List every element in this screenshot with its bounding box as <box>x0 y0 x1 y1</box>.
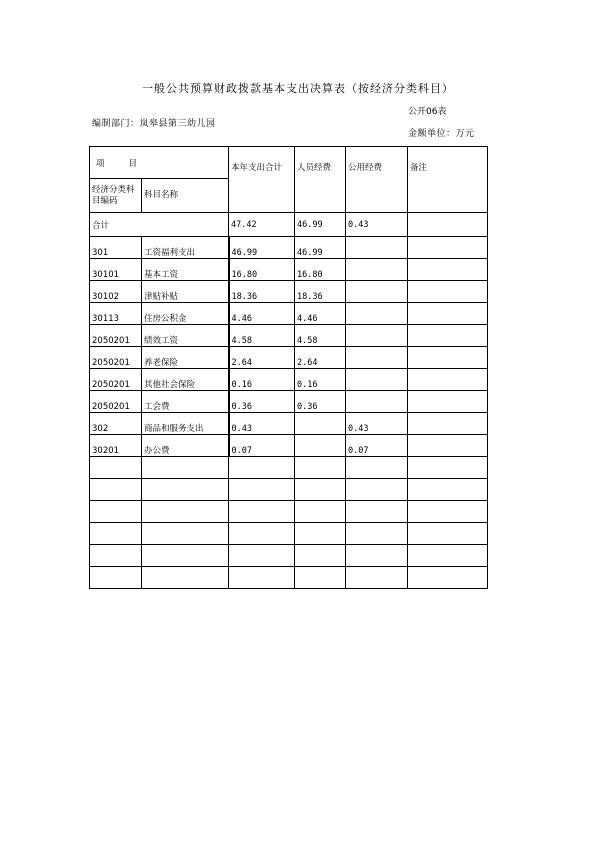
table-row <box>90 259 488 281</box>
row-personnel: 2.64 <box>295 347 346 369</box>
empty-row <box>90 567 488 589</box>
empty-cell <box>346 457 408 479</box>
empty-row <box>90 545 488 567</box>
empty-cell <box>408 501 488 523</box>
table-row <box>90 413 488 435</box>
item-header-char-1: 项 <box>96 158 105 169</box>
empty-cell <box>408 567 488 589</box>
empty-cell <box>346 567 408 589</box>
row-personnel: 16.80 <box>295 259 346 281</box>
empty-cell <box>142 567 229 589</box>
row-personnel: 4.46 <box>295 303 346 325</box>
row-remark <box>408 325 488 347</box>
row-personnel: 4.58 <box>295 325 346 347</box>
empty-cell <box>346 545 408 567</box>
table-row <box>90 237 488 259</box>
empty-row <box>90 501 488 523</box>
row-public: 0.43 <box>346 413 408 435</box>
row-total: 16.80 <box>229 259 295 281</box>
row-code: 2050201 <box>90 325 142 347</box>
row-remark <box>408 303 488 325</box>
row-code: 2050201 <box>90 369 142 391</box>
row-name: 商品和服务支出 <box>142 413 229 435</box>
row-name: 办公费 <box>142 435 229 457</box>
empty-cell <box>229 457 295 479</box>
row-total: 0.43 <box>229 413 295 435</box>
empty-cell <box>90 567 142 589</box>
empty-cell <box>142 479 229 501</box>
empty-cell <box>408 479 488 501</box>
expenditure-table <box>89 146 488 589</box>
row-personnel: 0.36 <box>295 391 346 413</box>
sum-public: 0.43 <box>346 213 408 237</box>
row-remark <box>408 347 488 369</box>
row-personnel <box>295 435 346 457</box>
row-remark <box>408 369 488 391</box>
row-code: 30113 <box>90 303 142 325</box>
row-personnel: 0.16 <box>295 369 346 391</box>
empty-cell <box>295 479 346 501</box>
compiling-department: 编制部门：岚皋县第三幼儿园 <box>92 119 216 129</box>
empty-cell <box>295 501 346 523</box>
row-total: 0.07 <box>229 435 295 457</box>
row-remark <box>408 259 488 281</box>
empty-cell <box>229 567 295 589</box>
row-remark <box>408 237 488 259</box>
public-header: 公用经费 <box>346 147 408 213</box>
row-public: 0.07 <box>346 435 408 457</box>
row-total: 4.46 <box>229 303 295 325</box>
table-row <box>90 347 488 369</box>
row-name: 津贴补贴 <box>142 281 229 303</box>
table-row <box>90 391 488 413</box>
row-remark <box>408 435 488 457</box>
header-row-1 <box>90 147 488 179</box>
empty-cell <box>229 501 295 523</box>
empty-row <box>90 457 488 479</box>
row-public <box>346 369 408 391</box>
empty-cell <box>142 457 229 479</box>
row-name: 住房公积金 <box>142 303 229 325</box>
code-header: 经济分类科目编码 <box>90 179 142 213</box>
empty-cell <box>90 545 142 567</box>
row-remark <box>408 413 488 435</box>
row-total: 0.36 <box>229 391 295 413</box>
document-title: 一般公共预算财政拨款基本支出决算表（按经济分类科目） <box>142 82 454 95</box>
row-public <box>346 259 408 281</box>
empty-cell <box>229 523 295 545</box>
row-public <box>346 347 408 369</box>
table-row <box>90 435 488 457</box>
row-total: 18.36 <box>229 281 295 303</box>
total-header: 本年支出合计 <box>229 147 295 213</box>
row-personnel: 18.36 <box>295 281 346 303</box>
empty-cell <box>142 501 229 523</box>
row-code: 2050201 <box>90 391 142 413</box>
row-personnel: 46.99 <box>295 237 346 259</box>
empty-cell <box>295 457 346 479</box>
row-public <box>346 325 408 347</box>
table-row <box>90 303 488 325</box>
row-total: 4.58 <box>229 325 295 347</box>
row-code: 301 <box>90 237 142 259</box>
row-total: 0.16 <box>229 369 295 391</box>
row-public <box>346 391 408 413</box>
table-row <box>90 325 488 347</box>
row-code: 30201 <box>90 435 142 457</box>
row-name: 工会费 <box>142 391 229 413</box>
empty-cell <box>90 501 142 523</box>
name-header: 科目名称 <box>142 179 229 213</box>
row-public <box>346 237 408 259</box>
empty-cell <box>295 523 346 545</box>
empty-cell <box>346 523 408 545</box>
empty-cell <box>295 567 346 589</box>
sum-row <box>90 213 488 237</box>
sum-total: 47.42 <box>229 213 295 237</box>
row-code: 302 <box>90 413 142 435</box>
personnel-header: 人员经费 <box>295 147 346 213</box>
item-header <box>90 147 229 179</box>
empty-cell <box>408 457 488 479</box>
sum-personnel: 46.99 <box>295 213 346 237</box>
row-total: 2.64 <box>229 347 295 369</box>
row-personnel <box>295 413 346 435</box>
row-code: 30102 <box>90 281 142 303</box>
row-name: 养老保险 <box>142 347 229 369</box>
row-name: 绩效工资 <box>142 325 229 347</box>
row-name: 工资福利支出 <box>142 237 229 259</box>
form-number: 公开06表 <box>408 107 447 117</box>
empty-cell <box>142 523 229 545</box>
empty-cell <box>346 479 408 501</box>
row-name: 其他社会保险 <box>142 369 229 391</box>
sum-remark <box>408 213 488 237</box>
empty-cell <box>90 479 142 501</box>
empty-cell <box>295 545 346 567</box>
empty-cell <box>142 545 229 567</box>
empty-cell <box>408 523 488 545</box>
row-remark <box>408 391 488 413</box>
remark-header: 备注 <box>408 147 488 213</box>
empty-cell <box>346 501 408 523</box>
empty-row <box>90 523 488 545</box>
empty-cell <box>229 545 295 567</box>
row-total: 46.99 <box>229 237 295 259</box>
item-header-char-2: 目 <box>128 158 138 169</box>
row-code: 30101 <box>90 259 142 281</box>
row-code: 2050201 <box>90 347 142 369</box>
row-public <box>346 281 408 303</box>
table-row <box>90 369 488 391</box>
row-public <box>346 303 408 325</box>
row-name: 基本工资 <box>142 259 229 281</box>
empty-row <box>90 479 488 501</box>
empty-cell <box>90 523 142 545</box>
empty-cell <box>229 479 295 501</box>
empty-cell <box>408 545 488 567</box>
sum-label: 合计 <box>90 213 229 237</box>
table-row <box>90 281 488 303</box>
row-remark <box>408 281 488 303</box>
amount-unit: 金额单位：万元 <box>408 129 475 139</box>
empty-cell <box>90 457 142 479</box>
